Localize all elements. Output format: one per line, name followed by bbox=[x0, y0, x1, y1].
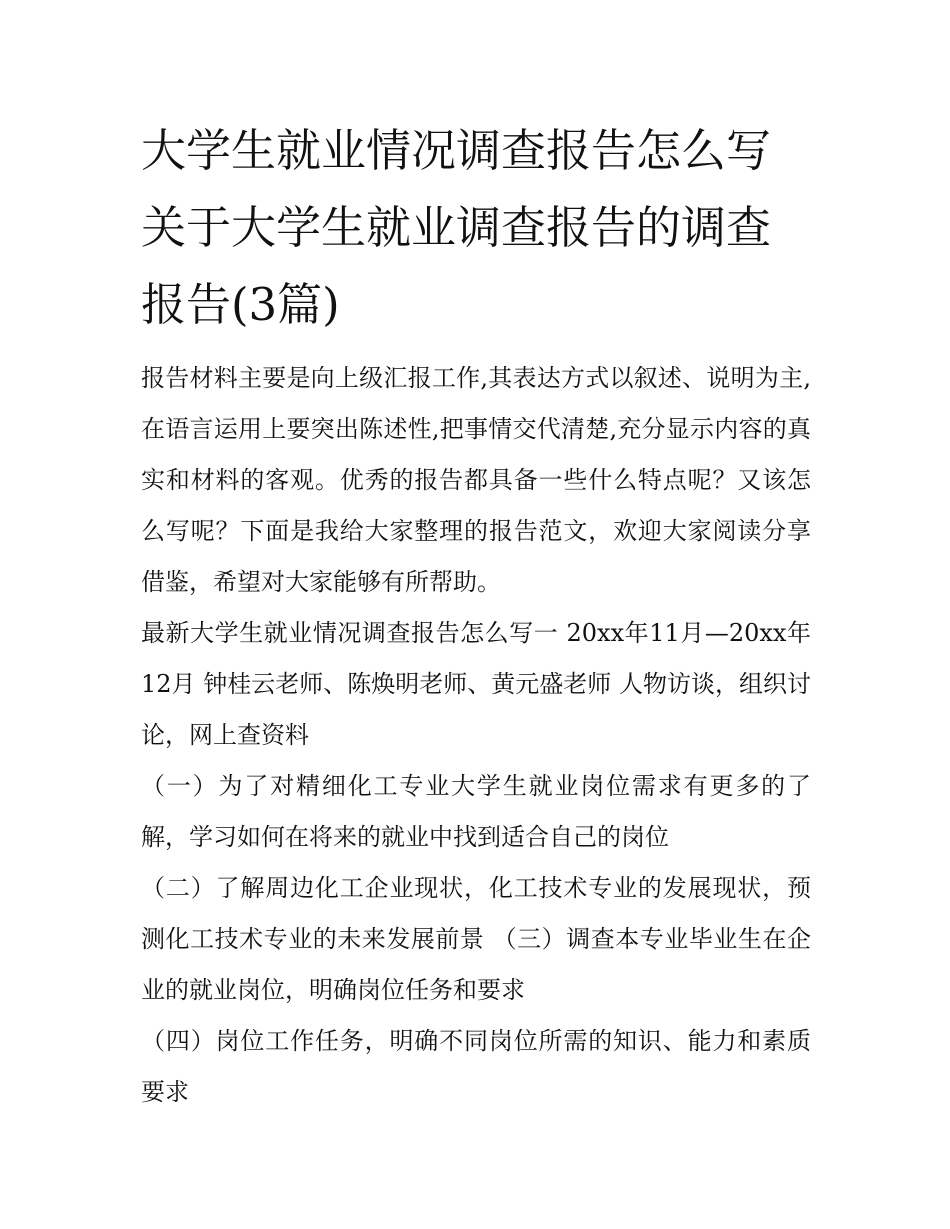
paragraph-survey-info: 最新大学生就业情况调查报告怎么写一 20xx年11月—20xx年12月 钟桂云老师、陈焕明老师、黄元盛老师 人物访谈，组织讨论，网上查资料 bbox=[141, 619, 811, 749]
paragraph-purpose-4: （四）岗位工作任务，明确不同岗位所需的知识、能力和素质要求 bbox=[141, 1027, 811, 1106]
document-body bbox=[141, 353, 811, 1118]
document-content bbox=[141, 112, 811, 1118]
paragraph-intro: 报告材料主要是向上级汇报工作,其表达方式以叙述、说明为主,在语言运用上要突出陈述性,把事情交代清楚,充分显示内容的真实和材料的客观。优秀的报告都具备一些什么特点呢？又该怎么写呢？下面是我给大家整理的报告范文，欢迎大家阅读分享借鉴，希望对大家能够有所帮助。 bbox=[141, 364, 811, 596]
document-title: 大学生就业情况调查报告怎么写 关于大学生就业调查报告的调查报告(3篇) bbox=[141, 124, 772, 331]
paragraph-purpose-1: （一）为了对精细化工专业大学生就业岗位需求有更多的了解，学习如何在将来的就业中找到适合自己的岗位 bbox=[141, 772, 811, 851]
paragraph-purpose-2: （二）了解周边化工企业现状，化工技术专业的发展现状，预测化工技术专业的未来发展前景 （三）调查本专业毕业生在企业的就业岗位，明确岗位任务和要求 bbox=[141, 874, 811, 1004]
